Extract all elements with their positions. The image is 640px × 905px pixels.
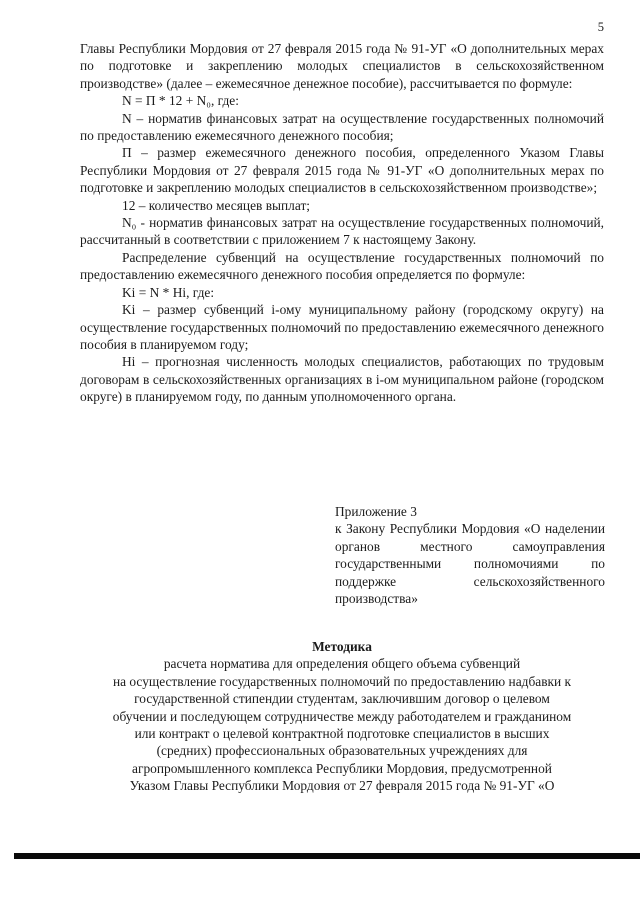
appendix-text: к Закону Республики Мордовия «О наделении органов местного самоуправления государственными полномочиями по поддержке сельскохозяйственного производства» [335, 521, 605, 607]
methodology-line: (средних) профессиональных образовательных учреждениях для [156, 743, 528, 759]
methodology-line: обучении и последующем сотрудничестве между работодателем и гражданином [112, 708, 572, 724]
paragraph-p-definition: П – размер ежемесячного денежного пособия, определенного Указом Главы Республики Мордовия от 27 февраля 2015 года № 91-УГ «О дополнительных мерах по подготовке и закреплению молодых специалистов в сельскохозяйственном производстве»; [80, 145, 604, 196]
methodology-line: или контракт о целевой контрактной подготовке специалистов в высших [134, 726, 550, 742]
methodology-line: на осуществление государственных полномочий по предоставлению надбавки к [112, 673, 572, 689]
paragraph-intro: Главы Республики Мордовия от 27 февраля 2015 года № 91-УГ «О дополнительных мерах по подготовке и закреплению молодых специалистов в сельскохозяйственном производстве» (далее – ежемесячное денежное пособие), рассчитывается по формуле: [80, 41, 604, 91]
methodology-line: агропромышленного комплекса Республики Мордовия, предусмотренной [132, 760, 552, 776]
scan-bottom-border [14, 853, 640, 859]
formula-n: N = П * 12 + N₀, где: [122, 93, 239, 109]
page-number: 5 [597, 20, 604, 34]
paragraph-12-definition: 12 – количество месяцев выплат; [122, 197, 311, 213]
methodology-line: государственной стипендии студентам, заключившим договор о целевом [134, 691, 550, 707]
appendix-title: Приложение 3 [335, 504, 417, 519]
formula-ki: Ki = N * Hi, где: [122, 284, 215, 300]
main-text [80, 40, 604, 406]
paragraph-n0-definition: N₀ - норматив финансовых затрат на осуществление государственных полномочий, рассчитанный в соответствии с приложением 7 к настоящему Закону. [80, 215, 604, 248]
paragraph-distribution: Распределение субвенций на осуществление государственных полномочий по предоставлению ежемесячного денежного пособия определяется по формуле: [80, 249, 604, 283]
methodology-line: расчета норматива для определения общего объема субвенций [163, 656, 521, 672]
paragraph-hi-definition: Hi – прогнозная численность молодых специалистов, работающих по трудовым договорам в сельскохозяйственных организациях в i-ом муниципальном районе (городском округе) в планируемом году, по данным уполномоченного органа. [80, 354, 604, 405]
methodology-block [72, 638, 612, 795]
methodology-title: Методика [312, 639, 372, 654]
methodology-line: Указом Главы Республики Мордовия от 27 февраля 2015 года № 91-УГ «О [129, 778, 555, 794]
paragraph-n-definition: N – норматив финансовых затрат на осуществление государственных полномочий по предоставлению ежемесячного денежного пособия; [80, 110, 604, 144]
appendix-block [335, 503, 605, 607]
paragraph-ki-definition: Ki – размер субвенций i-ому муниципальному району (городскому округу) на осуществление государственных полномочий по предоставлению ежемесячного денежного пособия в планируемом году; [80, 302, 604, 352]
